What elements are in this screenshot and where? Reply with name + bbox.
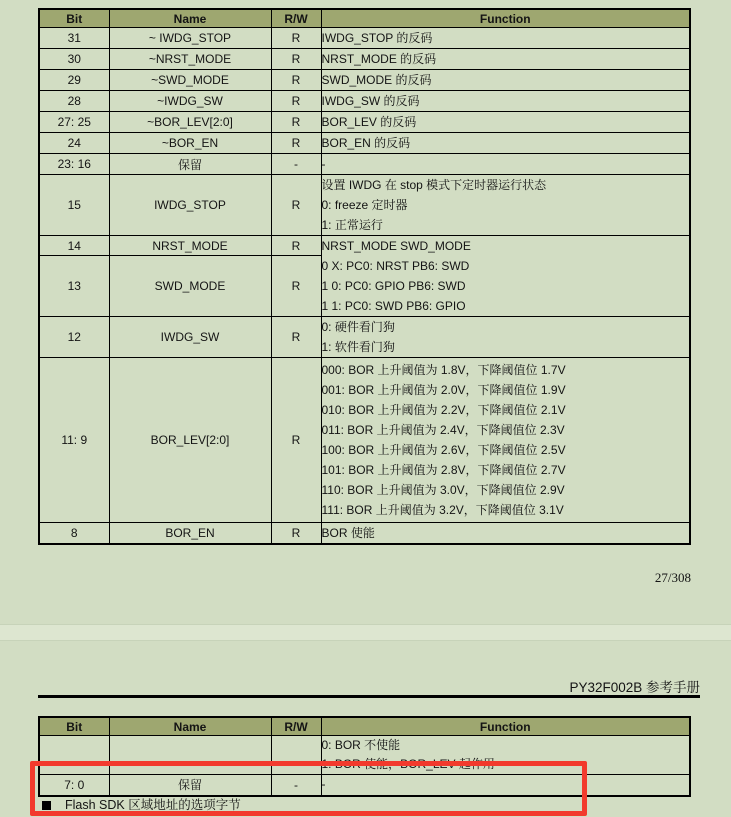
function-cell: [321, 358, 690, 523]
function-line: 101: BOR 上升阈值为 2.8V，下降阈值位 2.7V: [321, 463, 566, 477]
function-line: IWDG_STOP 的反码: [321, 31, 433, 45]
function-cell: [321, 49, 690, 70]
rw-cell: R: [271, 49, 321, 70]
function-line: 0 X: PC0: NRST PB6: SWD: [321, 259, 470, 273]
name-cell: 保留: [109, 775, 271, 796]
rw-cell: R: [271, 358, 321, 523]
name-cell: ~IWDG_SW: [109, 91, 271, 112]
name-cell: BOR_EN: [109, 523, 271, 545]
function-cell: [321, 70, 690, 91]
table-row: [39, 49, 690, 70]
column-header-name: Name: [109, 9, 271, 28]
function-line: 001: BOR 上升阈值为 2.0V，下降阈值位 1.9V: [321, 383, 566, 397]
table-header-row: [39, 717, 690, 736]
function-line: 0: freeze 定时器: [321, 198, 408, 212]
rw-cell: R: [271, 112, 321, 133]
function-line: 100: BOR 上升阈值为 2.6V，下降阈值位 2.5V: [321, 443, 566, 457]
table-row: [39, 133, 690, 154]
bit-cell: 31: [39, 28, 109, 49]
name-cell: ~BOR_LEV[2:0]: [109, 112, 271, 133]
function-cell: [321, 236, 690, 317]
function-line: SWD_MODE 的反码: [321, 73, 432, 87]
function-cell: [321, 154, 690, 175]
bit-cell: 27: 25: [39, 112, 109, 133]
function-line: 111: BOR 上升阈值为 3.2V，下降阈值位 3.1V: [321, 503, 564, 517]
column-header-function: Function: [321, 717, 690, 736]
bit-cell: 28: [39, 91, 109, 112]
function-line: 1: 软件看门狗: [321, 340, 395, 354]
rw-cell: R: [271, 28, 321, 49]
name-cell: 保留: [109, 154, 271, 175]
function-line: 1 0: PC0: GPIO PB6: SWD: [321, 279, 466, 293]
rw-cell: R: [271, 523, 321, 545]
bit-cell: 15: [39, 175, 109, 236]
bit-cell: 23: 16: [39, 154, 109, 175]
function-line: 1: BOR 使能，BOR_LEV 起作用: [321, 757, 495, 771]
section-bullet-text: Flash SDK 区域地址的选项字节: [65, 798, 241, 812]
page-number: 27/308: [654, 570, 691, 585]
bit-cell: 29: [39, 70, 109, 91]
rw-cell: R: [271, 133, 321, 154]
bit-cell: 24: [39, 133, 109, 154]
table-row: [39, 70, 690, 91]
column-header-bit: Bit: [39, 9, 109, 28]
rw-cell: R: [271, 236, 321, 256]
bit-cell: 8: [39, 523, 109, 545]
name-cell: BOR_LEV[2:0]: [109, 358, 271, 523]
function-line: NRST_MODE 的反码: [321, 52, 437, 66]
function-line: BOR_LEV 的反码: [321, 115, 417, 129]
table-row: [39, 523, 690, 545]
rw-cell: -: [271, 775, 321, 796]
function-line: IWDG_SW 的反码: [321, 94, 420, 108]
name-cell: NRST_MODE: [109, 236, 271, 256]
page-separator: [0, 624, 731, 641]
rw-cell: R: [271, 175, 321, 236]
function-cell: [321, 175, 690, 236]
table-row: [39, 28, 690, 49]
column-header-function: Function: [321, 9, 690, 28]
name-cell: IWDG_SW: [109, 317, 271, 358]
function-line: NRST_MODE SWD_MODE: [321, 239, 471, 253]
document-title-header: PY32F002B 参考手册: [569, 680, 700, 695]
function-cell: [321, 523, 690, 545]
function-line: 110: BOR 上升阈值为 3.0V，下降阈值位 2.9V: [321, 483, 565, 497]
name-cell: ~BOR_EN: [109, 133, 271, 154]
table-row: [39, 358, 690, 523]
function-line: -: [321, 777, 326, 792]
name-cell: ~NRST_MODE: [109, 49, 271, 70]
function-line: 0: BOR 不使能: [321, 738, 401, 752]
rw-cell: -: [271, 154, 321, 175]
function-line: 0: 硬件看门狗: [321, 320, 395, 334]
function-line: BOR_EN 的反码: [321, 136, 411, 150]
function-line: -: [321, 157, 326, 171]
column-header-name: Name: [109, 717, 271, 736]
bit-cell: 12: [39, 317, 109, 358]
rw-cell: R: [271, 317, 321, 358]
bit-cell: 11: 9: [39, 358, 109, 523]
bit-cell: 14: [39, 236, 109, 256]
name-cell: SWD_MODE: [109, 256, 271, 317]
table-header-row: [39, 9, 690, 28]
name-cell: ~SWD_MODE: [109, 70, 271, 91]
name-cell: IWDG_STOP: [109, 175, 271, 236]
function-line: 设置 IWDG 在 stop 模式下定时器运行状态: [321, 178, 547, 192]
rw-cell: R: [271, 91, 321, 112]
table-row: [39, 91, 690, 112]
function-cell: [321, 28, 690, 49]
function-line: BOR 使能: [321, 526, 375, 540]
header-rule-line: [38, 695, 700, 698]
column-header-rw: R/W: [271, 717, 321, 736]
bit-cell: 7: 0: [39, 775, 109, 796]
bit-cell: 13: [39, 256, 109, 317]
column-header-bit: Bit: [39, 717, 109, 736]
table-row: [39, 154, 690, 175]
function-line: 1 1: PC0: SWD PB6: GPIO: [321, 299, 466, 313]
function-line: 000: BOR 上升阈值为 1.8V，下降阈值位 1.7V: [321, 363, 566, 377]
function-cell: [321, 133, 690, 154]
function-cell: [321, 91, 690, 112]
table-row: [39, 112, 690, 133]
column-header-rw: R/W: [271, 9, 321, 28]
name-cell: ~ IWDG_STOP: [109, 28, 271, 49]
rw-cell: R: [271, 70, 321, 91]
register-table-page1: [38, 8, 691, 545]
bit-cell: 30: [39, 49, 109, 70]
red-highlight-rectangle: [30, 761, 587, 816]
table-row: [39, 175, 690, 236]
function-cell: [321, 317, 690, 358]
table-row: [39, 236, 690, 256]
table-row: [39, 317, 690, 358]
function-line: 011: BOR 上升阈值为 2.4V，下降阈值位 2.3V: [321, 423, 565, 437]
function-cell: [321, 112, 690, 133]
rw-cell: R: [271, 256, 321, 317]
function-line: 010: BOR 上升阈值为 2.2V，下降阈值位 2.1V: [321, 403, 566, 417]
function-line: 1: 正常运行: [321, 218, 383, 232]
